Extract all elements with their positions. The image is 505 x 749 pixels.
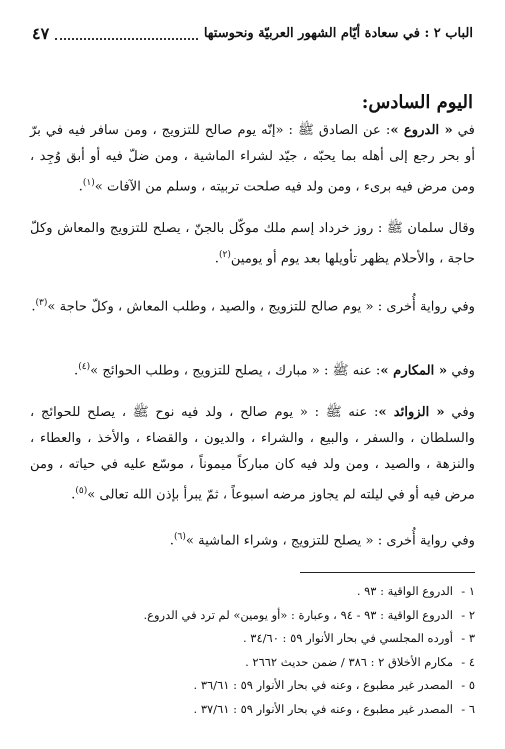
page-number: ٤٧ <box>32 24 50 43</box>
paragraph-lead: في <box>452 123 475 138</box>
footnote-item <box>30 674 475 698</box>
source-name: « الدروع » <box>390 123 453 138</box>
paragraph-text: : عنه ﷺ : « يوم صالح ، ولد فيه نوح ﷺ ، يصلح للحوائج ، والسلطان ، والسفر ، والبيع ، والشراء ، والديون ، والقضاء ، والأخذ ، والعطاء ، والنزهة ، والصيد ، ومن ولد فيه كان مباركاً ميموناً ، موسّع عليه في حياته ، ومن مرض فيه أو في ليلته لم يجاوز مرضه اسبوعاً ، ثمّ يبرأ بإذن الله تعالى » <box>30 405 475 503</box>
paragraph-2: وقال سلمان ﷺ : روز خرداد إسم ملك موكّل بالجنّ ، يصلح للتزويج والمعاش وكلّ حاجة ، والأحلام يظهر تأويلها بعد يوم أو يومين$^{(٢)}$. <box>30 221 475 267</box>
leader-dots <box>55 28 198 40</box>
footnote-number: ٦ - <box>461 701 475 716</box>
footnote-number: ١ - <box>461 584 475 598</box>
footnote-ref: (٦) <box>173 532 186 542</box>
chapter-title: الباب ٢ : في سعادة أيّام الشهور العربيّة ونحوستها <box>203 26 473 41</box>
paragraph-text: وقال سلمان ﷺ : روز خرداد إسم ملك موكّل بالجنّ ، يصلح للتزويج والمعاش وكلّ حاجة ، والأحلام يظهر تأويلها بعد يوم أو يومين <box>30 221 475 267</box>
footnote-text: المصدر غير مطبوع ، وعنه في بحار الأنوار ٥٩ : ٣٧/٦١ . <box>193 701 453 716</box>
paragraph-3: وفي رواية أُخرى : « يوم صالح للتزويج ، والصيد ، وطلب المعاش ، وكلّ حاجة »$^{(٣)}$. <box>31 298 475 315</box>
footnote-item <box>30 604 475 628</box>
footnote-text: أورده المجلسي في بحار الأنوار ٥٩ : ٣٤/٦٠ . <box>242 631 453 645</box>
footnote-text: مكارم الأخلاق ٢ : ٣٨٦ / ضمن حديث ٢٦٦٢ . <box>245 654 453 669</box>
paragraph-text: : عنه ﷺ : « مبارك ، يصلح للتزويج ، وطلب الحوائج » <box>90 363 381 379</box>
footnote-number: ٥ - <box>461 678 475 692</box>
source-name: « المكارم » <box>380 363 448 379</box>
section-heading: اليوم السادس: <box>361 92 473 113</box>
footnote-ref: (٣) <box>35 298 48 308</box>
paragraph-5: وفي « الزوائد »: عنه ﷺ : « يوم صالح ، ولد فيه نوح ﷺ ، يصلح للحوائج ، والسلطان ، والسفر ، والبيع ، والشراء ، والديون ، والقضاء ، والأخذ ، والعطاء ، والنزهة ، والصيد ، ومن ولد فيه كان مباركاً ميموناً ، موسّع عليه في حياته ، ومن مرض فيه أو في ليلته لم يجاوز مرضه اسبوعاً ، ثمّ يبرأ بإذن الله تعالى »$^{(٥)}$. <box>30 405 476 503</box>
paragraph-text: وفي رواية أُخرى : « يوم صالح للتزويج ، والصيد ، وطلب المعاش ، وكلّ حاجة » <box>47 299 475 315</box>
footnote-number: ٤ - <box>461 654 475 669</box>
paragraph-1: في « الدروع »: عن الصادق ﷺ : «إنّه يوم صالح للتزويج ، ومن سافر فيه في برّ أو بحر رجع إلى أهله بما يحبّه ، جيّد لشراء الماشية ، ومن ضلّ فيه أو أبق وُجِد ، ومن مرض فيه برىء ، ومن ولد فيه صلحت تربيته ، وسلم من الآفات »$^{(١)}$. <box>30 123 475 195</box>
footnote-divider <box>300 572 475 573</box>
footnote-ref: (٢) <box>218 250 231 260</box>
footnote-ref: (٥) <box>75 486 88 496</box>
footnote-item <box>30 698 475 722</box>
footnotes <box>30 580 475 721</box>
paragraph-text: : عن الصادق ﷺ : «إنّه يوم صالح للتزويج ، ومن سافر فيه في برّ أو بحر رجع إلى أهله بما يحبّه ، جيّد لشراء الماشية ، ومن ضلّ فيه أو أبق وُجِد ، ومن مرض فيه برىء ، ومن ولد فيه صلحت تربيته ، وسلم من الآفات » <box>30 123 475 195</box>
paragraph-lead: وفي <box>447 363 475 379</box>
paragraph-4: وفي « المكارم »: عنه ﷺ : « مبارك ، يصلح للتزويج ، وطلب الحوائج »$^{(٤)}$. <box>74 362 475 379</box>
footnote-item <box>30 627 475 651</box>
footnote-ref: (١) <box>82 178 95 188</box>
paragraph-text: وفي رواية أُخرى : « يصلح للتزويج ، وشراء الماشية » <box>185 533 475 549</box>
footnote-text: المصدر غير مطبوع ، وعنه في بحار الأنوار ٥٩ : ٣٦/٦١ . <box>193 678 453 692</box>
source-name: « الزوائد » <box>378 405 445 420</box>
footnote-text: الدروع الواقية : ٩٣ . <box>356 584 453 598</box>
running-header <box>32 24 473 43</box>
footnote-number: ٢ - <box>461 607 475 622</box>
footnote-number: ٣ - <box>461 631 475 645</box>
footnote-ref: (٤) <box>78 362 91 372</box>
footnote-item <box>30 580 475 604</box>
paragraph-6: وفي رواية أُخرى : « يصلح للتزويج ، وشراء الماشية »$^{(٦)}$. <box>169 532 475 549</box>
paragraph-lead: وفي <box>444 405 476 420</box>
footnote-text: الدروع الواقية : ٩٣ - ٩٤ ، وعبارة : «أو يومين» لم ترد في الدروع. <box>143 607 453 622</box>
footnote-item <box>30 651 475 675</box>
